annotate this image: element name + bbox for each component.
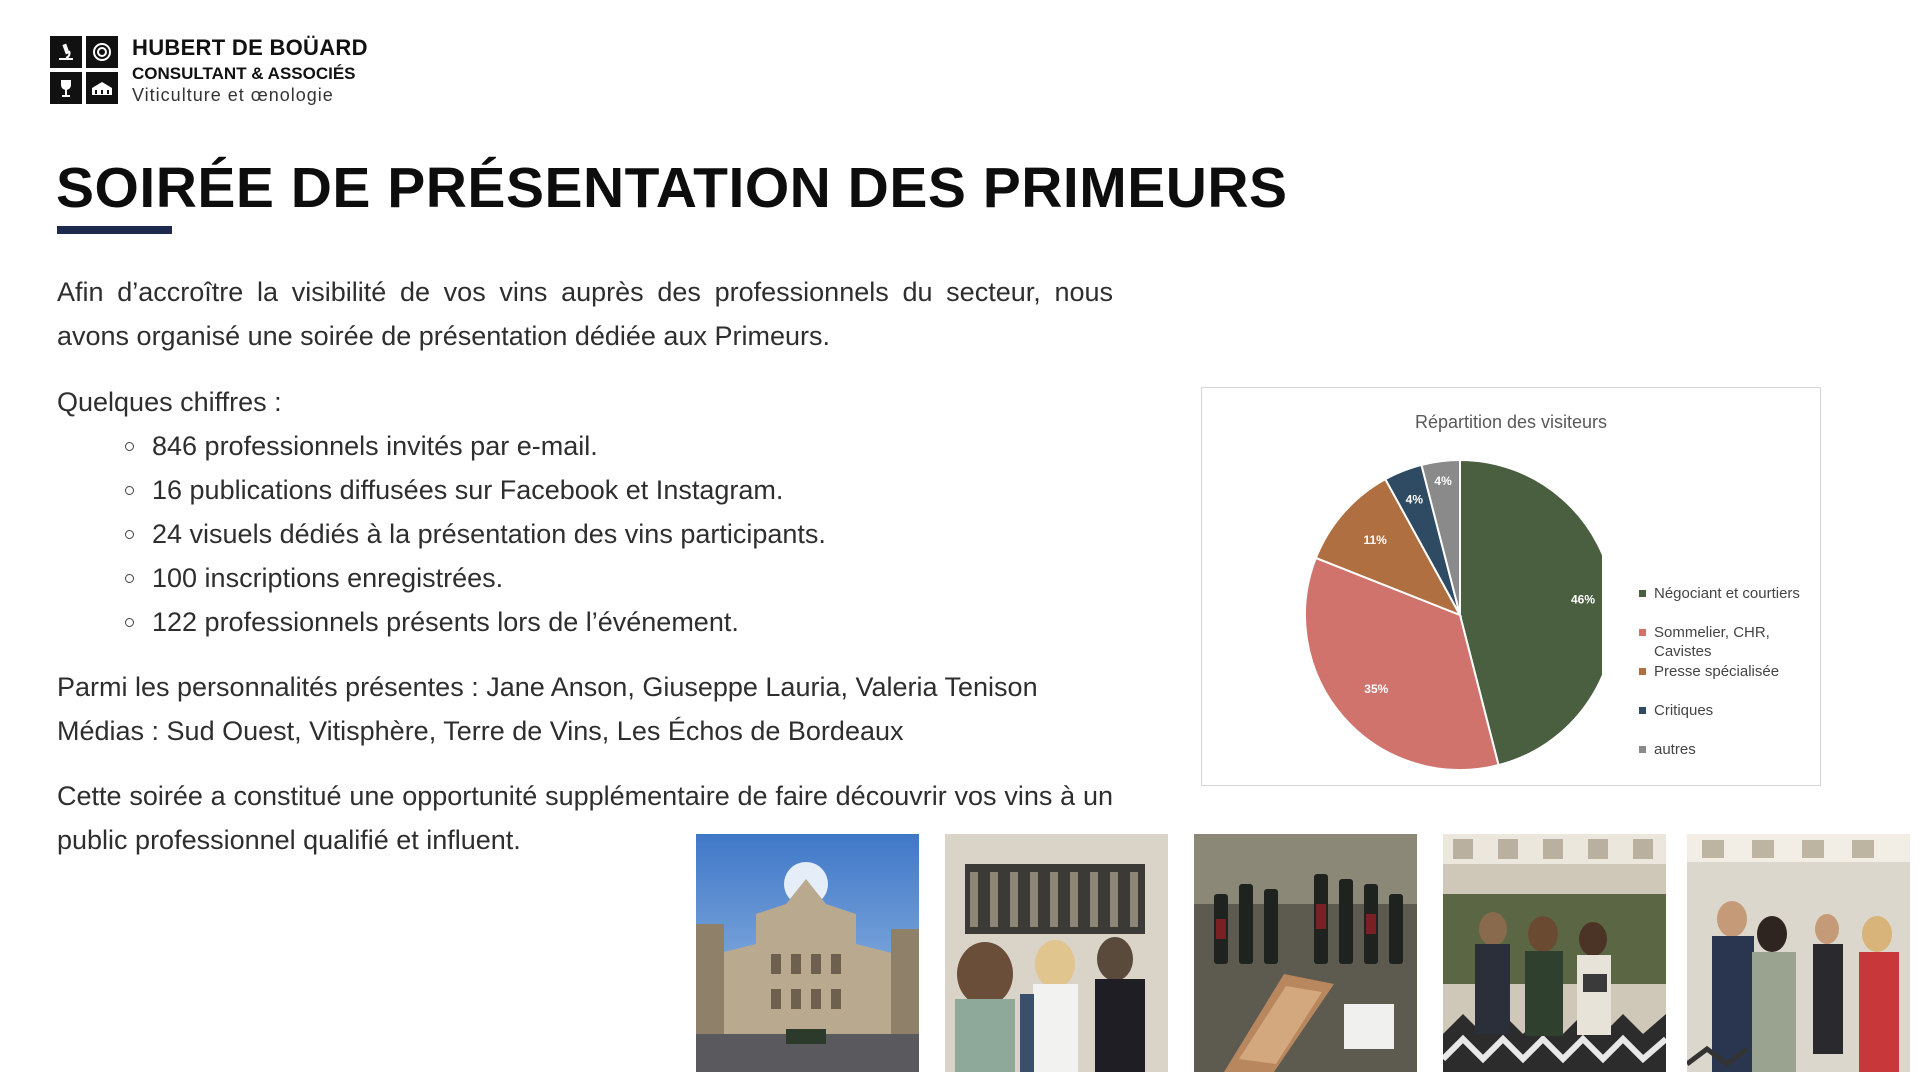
chateau-icon — [86, 72, 118, 104]
personalities-section — [57, 665, 1113, 753]
bullet-circle-icon — [125, 574, 134, 583]
legend-swatch — [1639, 629, 1646, 636]
slice-data-label: 11% — [1363, 533, 1387, 548]
personalities-line: Parmi les personnalités présentes : Jane Anson, Giuseppe Lauria, Valeria Tenison — [57, 672, 1038, 702]
list-item — [120, 600, 826, 644]
microscope-icon — [50, 36, 82, 68]
figure-text: 846 professionnels invités par e-mail. — [152, 431, 598, 461]
figure-text: 24 visuels dédiés à la présentation des vins participants. — [152, 519, 826, 549]
visitor-breakdown-chart — [1201, 387, 1821, 786]
figure-text: 100 inscriptions enregistrées. — [152, 563, 504, 593]
slice-data-label: 46% — [1571, 592, 1596, 607]
wine-bottles-table-photo — [1194, 834, 1417, 1072]
figure-text: 16 publications diffusées sur Facebook et Instagram. — [152, 475, 784, 505]
slice-data-label: 35% — [1364, 681, 1389, 696]
title-underline — [57, 226, 172, 234]
wine-glass-icon — [50, 72, 82, 104]
legend-item — [1639, 623, 1819, 661]
guests-with-brochures-photo — [1443, 834, 1666, 1072]
legend-swatch — [1639, 707, 1646, 714]
logo-tagline: Viticulture et œnologie — [132, 84, 334, 105]
legend-label: Négociant et courtiers — [1654, 585, 1800, 602]
slice-data-label: 4% — [1405, 492, 1424, 507]
legend-item — [1639, 740, 1819, 759]
list-item — [120, 468, 826, 512]
legend-label: Critiques — [1654, 702, 1714, 719]
intro-paragraph: Afin d’accroître la visibilité de vos vins auprès des professionnels du secteur, nous avons organisé une soirée de présentation dédiée aux Primeurs. — [57, 277, 1113, 351]
logo-subtitle: CONSULTANT & ASSOCIÉS — [132, 63, 356, 83]
page-title: SOIRÉE DE PRÉSENTATION DES PRIMEURS — [56, 156, 1288, 220]
legend-label: Presse spécialisée — [1654, 663, 1780, 680]
legend-item — [1639, 701, 1819, 720]
slice-data-label: 4% — [1434, 474, 1452, 489]
logo-emblem — [50, 36, 118, 104]
legend-label: autres — [1654, 741, 1696, 758]
list-item — [120, 424, 826, 468]
bullet-circle-icon — [125, 486, 134, 495]
list-item — [120, 512, 826, 556]
barrel-icon — [86, 36, 118, 68]
legend-swatch — [1639, 746, 1646, 753]
pie-chart — [1202, 388, 1602, 785]
chart-title: Répartition des visiteurs — [1414, 412, 1608, 432]
figure-text: 122 professionnels présents lors de l’événement. — [152, 607, 739, 637]
legend-swatch — [1639, 668, 1646, 675]
company-logo — [50, 36, 368, 104]
legend-item — [1639, 584, 1819, 603]
bordeaux-place-de-la-bourse-photo — [696, 834, 919, 1072]
logo-name: HUBERT DE BOÜARD — [132, 34, 368, 60]
legend-item — [1639, 662, 1819, 681]
bullet-circle-icon — [125, 618, 134, 627]
list-item — [120, 556, 826, 600]
guests-conversation-photo — [1687, 834, 1910, 1072]
tasting-room-crowd-photo — [945, 834, 1168, 1072]
legend-swatch — [1639, 590, 1646, 597]
figures-list — [120, 424, 826, 644]
media-line: Médias : Sud Ouest, Vitisphère, Terre de Vins, Les Échos de Bordeaux — [57, 716, 904, 746]
bullet-circle-icon — [125, 530, 134, 539]
legend-label: Sommelier, CHR, Cavistes — [1654, 624, 1770, 660]
conclusion-paragraph: Cette soirée a constitué une opportunité supplémentaire de faire découvrir vos vins à un public professionnel qualifié et influent. — [57, 781, 1113, 855]
bullet-circle-icon — [125, 442, 134, 451]
figures-heading: Quelques chiffres : — [57, 387, 282, 417]
